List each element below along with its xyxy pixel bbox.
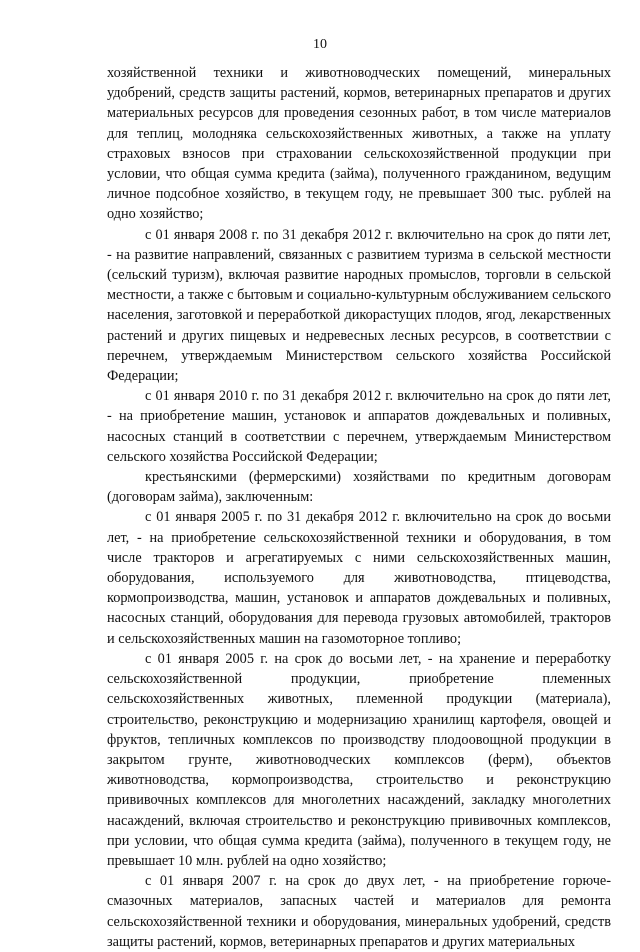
paragraph-machinery-eight-years: с 01 января 2005 г. по 31 декабря 2012 г. включительно на срок до восьми лет, - на приобретение сельскохозяйственной техники и оборудования, в том числе тракторов и агрегатируемых с ними сельскохозяйственных машин, оборудования, используемого для животноводства, птицеводства, кормопроизводства, машин, установок и аппаратов дождевальных и поливных, насосных станций, оборудования для перевода грузовых автомобилей, тракторов и сельскохозяйственных машин на газомоторное топливо; [107,509,611,647]
paragraph-rural-tourism: с 01 января 2008 г. по 31 декабря 2012 г. включительно на срок до пяти лет, - на развитие направлений, связанных с развитием туризма в сельской местности (сельский туризм), включая развитие народных промыслов, торговли в сельской местности, а также с бытовым и социально-культурным обслуживанием сельского населения, заготовкой и переработкой дикорастущих плодов, ягод, лекарственных растений и других пищевых и недревесных лесных ресурсов, в соответствии с перечнем, утверждаемым Министерством сельского хозяйства Российской Федерации; [107,226,611,385]
paragraph-peasant-farms-intro: крестьянскими (фермерскими) хозяйствами по кредитным договорам (договорам займа), заключенным: [107,469,611,506]
paragraph-processing-storage: с 01 января 2005 г. на срок до восьми лет, - на хранение и переработку сельскохозяйственной продукции, приобретение племенных сельскохозяйственных животных, племенной продукции (материала), строительство, реконструкцию и модернизацию хранилищ картофеля, овощей и фруктов, тепличных комплексов по производству плодоовощной продукции в закрытом грунте, животноводческих комплексов (ферм), объектов животноводства, кормопроизводства, строительство и реконструкцию прививочных комплексов для многолетних насаждений, закладку многолетних насаждений, включая строительство и реконструкцию прививочных комплексов, при условии, что общая сумма кредита (займа), полученного в текущем году, не превышает 10 млн. рублей на одно хозяйство; [107,650,611,869]
document-body [107,63,611,952]
paragraph-fuel-lubricants: с 01 января 2007 г. на срок до двух лет, - на приобретение горюче-смазочных материалов, запасных частей и материалов для ремонта сельскохозяйственной техники и оборудования, минеральных удобрений, средств защиты растений, кормов, ветеринарных препаратов и других материальных [107,873,611,950]
page-number: 10 [313,37,327,52]
paragraph-irrigation-equipment: с 01 января 2010 г. по 31 декабря 2012 г. включительно на срок до пяти лет, - на приобретение машин, установок и аппаратов дождевальных и поливных, насосных станций в соответствии с перечнем, утверждаемым Министерством сельского хозяйства Российской Федерации; [107,388,611,465]
paragraph-continuation: хозяйственной техники и животноводческих помещений, минеральных удобрений, средств защиты растений, кормов, ветеринарных препаратов и других материальных ресурсов для проведения сезонных работ, в том числе материалов для теплиц, молодняка сельскохозяйственных животных, а также на уплату страховых взносов при страховании сельскохозяйственной продукции при условии, что общая сумма кредита (займа), полученного гражданином, ведущим личное подсобное хозяйство, в текущем году, не превышает 300 тыс. рублей на одно хозяйство; [107,65,611,223]
